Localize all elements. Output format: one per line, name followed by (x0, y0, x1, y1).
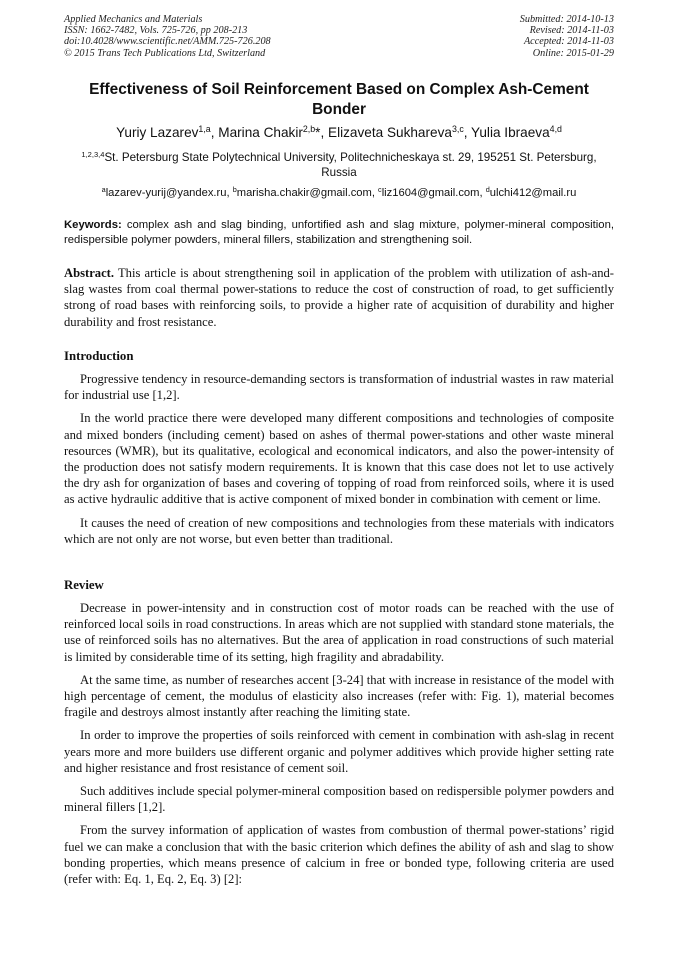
email-address[interactable]: marisha.chakir@gmail.com (236, 187, 372, 199)
paragraph: At the same time, as number of researches accent [3-24] that with increase in resistance of the model with high percentage of cement, the modulus of elasticity also increases (refer with: Fig. 1), material becomes fragile and destroys almost instantly after reaching the limiting state. (64, 672, 614, 720)
email-sup: a (101, 185, 106, 194)
paragraph: In the world practice there were developed many different compositions and technologies of composite and mixed bonders (including cement) based on ashes of thermal power-stations and other waste mineral resources (WMR), but its qualitative, ecological and economical indicators, and also the power-intensity of the production does not satisfy modern requirements. It is known that this case does not let to use actively the dry ash for organization of bases and covering of topping of road from reinforced soils, where it is used as active hydraulic additive that is active component of mixed bonder in combination with cement or lime. (64, 411, 614, 507)
submission-dates (520, 14, 614, 59)
section-heading-review: Review (64, 578, 104, 592)
corresponding-mark: * (315, 125, 321, 140)
journal-doi: doi:10.4028/www.scientific.net/AMM.725-726.208 (64, 36, 271, 48)
keywords-text: complex ash and slag binding, unfortified ash and slag mixture, polymer-mineral composition, redispersible polymer powders, mineral fillers, stabilization and strengthening soil. (64, 219, 615, 246)
author-sup: 1,a (198, 124, 211, 135)
journal-issn: ISSN: 1662-7482, Vols. 725-726, pp 208-213 (64, 25, 248, 37)
abstract-label: Abstract. (64, 266, 115, 280)
paragraph: Progressive tendency in resource-demanding sectors is transformation of industrial wastes in raw material for industrial use [1,2]. (64, 372, 614, 403)
email-sup: c (378, 185, 382, 194)
email-list: $^a$lazarev-yurij@yandex.ru, $^b$marisha.chakir@gmail.com, $^c$liz1604@gmail.com, $^d$ulchi412@mail.ru (101, 185, 577, 199)
email-address[interactable]: liz1604@gmail.com (381, 187, 480, 199)
email-sup: b (232, 185, 237, 194)
keywords (64, 218, 614, 247)
paragraph: In order to improve the properties of soils reinforced with cement in combination with ash-slag in recent years more and more builders use different organic and polymer additives which provide higher setting rate and higher resistance and frost resistance of cement soil. (64, 728, 614, 775)
abstract (64, 265, 614, 330)
title-line: Bonder (312, 101, 366, 118)
paragraph: Such additives include special polymer-mineral composition based on redispersible polymer powders and mineral fillers [1,2]. (64, 784, 614, 815)
paragraph: It causes the need of creation of new compositions and technologies from these materials with indicators which are not only are not worse, but even better than traditional. (64, 515, 614, 546)
keywords-label: Keywords: (64, 219, 122, 231)
submitted-date: Submitted: 2014-10-13 (519, 14, 614, 25)
author-name: Yuriy Lazarev (116, 125, 199, 140)
journal-info (64, 14, 271, 59)
email-address[interactable]: lazarev-yurij@yandex.ru (105, 187, 227, 199)
author-sup: 2,b (302, 124, 316, 135)
accepted-date: Accepted: 2014-11-03 (523, 36, 614, 48)
paper-title (64, 80, 614, 120)
email-address[interactable]: ulchi412@mail.ru (489, 187, 577, 199)
paragraph: Decrease in power-intensity and in construction cost of motor roads can be reached with the use of reinforced local soils in road constructions. In areas which are not supplied with standard stone materials, the use of reinforced soils has no alternatives. But the area of application in road constructions of such material is limited by considerable time of its setting, high fragility and abradability. (64, 601, 614, 664)
author-name: Elizaveta Sukhareva (328, 125, 452, 140)
introduction-body (64, 371, 614, 554)
online-date: Online: 2015-01-29 (532, 47, 614, 59)
journal-name: Applied Mechanics and Materials (64, 14, 203, 25)
email-sup: d (485, 185, 490, 194)
section-heading-introduction: Introduction (64, 349, 134, 363)
author-name: Yulia Ibraeva (471, 125, 550, 140)
author-list: Yuriy Lazarev$^{1,a}$, Marina Chakir$^{2,b}$*, Elizaveta Sukhareva$^{3,c}$, Yulia Ibraeva$^{4,d}$ (116, 124, 562, 140)
review-body (64, 600, 614, 894)
affiliation (64, 150, 614, 180)
affiliation-text: St. Petersburg State Polytechnical University, Politechnicheskaya st. 29, 195251 St. Petersburg, Russia (104, 151, 597, 179)
revised-date: Revised: 2014-11-03 (529, 25, 614, 37)
affiliation-sup: 1,2,3,4 (81, 149, 105, 159)
author-name: Marina Chakir (218, 125, 303, 140)
abstract-text: This article is about strengthening soil in application of the problem with utilization of ash-and-slag wastes from coal thermal power-stations to reduce the cost of construction of road, to get sufficiently strong of road bases with reinforcing soils, to provide a higher rate of acquisition of durability and higher durability and frost resistance. (64, 266, 615, 329)
author-sup: 3,c (451, 124, 464, 135)
journal-copyright: © 2015 Trans Tech Publications Ltd, Switzerland (64, 47, 266, 59)
author-sup: 4,d (549, 124, 562, 135)
title-line: Effectiveness of Soil Reinforcement Based on Complex Ash-Cement (89, 81, 589, 98)
paragraph: From the survey information of application of wastes from combustion of thermal power-stations’ rigid fuel we can make a conclusion that with the basic criterion which defines the ability of ash and slag to show bonding properties, which means presence of calcium in free or bonded type, following criteria are used (refer with: Eq. 1, Eq. 2, Eq. 3) [2]: (64, 823, 614, 887)
